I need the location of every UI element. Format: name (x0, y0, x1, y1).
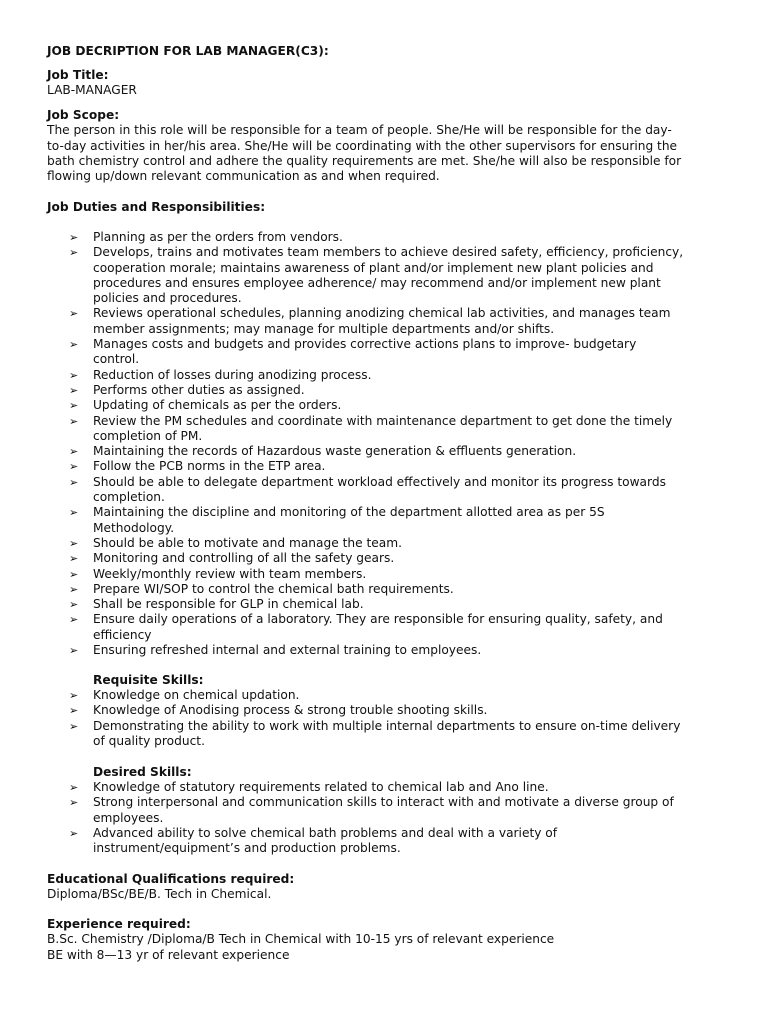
list-item-text: Ensure daily operations of a laboratory. They are responsible for ensuring quality, safety, and (93, 612, 663, 627)
list-item (47, 582, 723, 597)
arrow-bullet-icon: ➢ (69, 307, 79, 321)
arrow-bullet-icon: ➢ (69, 445, 79, 459)
list-item (47, 780, 723, 795)
arrow-bullet-icon: ➢ (69, 536, 79, 550)
list-item (47, 703, 723, 718)
list-item-text: Advanced ability to solve chemical bath problems and deal with a variety of (93, 825, 558, 840)
arrow-bullet-icon: ➢ (69, 383, 79, 397)
arrow-bullet-icon: ➢ (69, 644, 79, 658)
list-item (47, 459, 723, 474)
list-item (47, 826, 723, 857)
arrow-bullet-icon: ➢ (69, 231, 79, 244)
job-scope-line: flowing up/down relevant communication as and when required. (47, 169, 440, 184)
list-item (47, 230, 723, 245)
arrow-bullet-icon: ➢ (69, 719, 79, 733)
list-item-text: Follow the PCB norms in the ETP area. (93, 459, 326, 474)
arrow-bullet-icon: ➢ (69, 460, 79, 474)
list-item (47, 337, 723, 368)
list-item-text: Shall be responsible for GLP in chemical lab. (93, 597, 364, 612)
list-item-text: Should be able to motivate and manage the team. (93, 535, 402, 550)
list-item-text: Strong interpersonal and communication skills to interact with and motivate a diverse group of (93, 795, 674, 810)
arrow-bullet-icon: ➢ (69, 826, 79, 840)
list-item-text: policies and procedures. (93, 291, 242, 306)
arrow-bullet-icon: ➢ (69, 506, 79, 520)
list-item (47, 688, 723, 703)
list-item-text: Knowledge on chemical updation. (93, 688, 300, 702)
list-item-text: Review the PM schedules and coordinate with maintenance department to get done the timely (93, 413, 673, 428)
requisite-skills-list (47, 688, 723, 749)
list-item-text: Reduction of losses during anodizing process. (93, 367, 372, 382)
job-scope-line: to-day activities in her/his area. She/He will be coordinating with the other supervisors for ensuring the (47, 138, 678, 153)
job-scope-heading: Job Scope: (47, 108, 120, 122)
list-item-text: Maintaining the discipline and monitoring of the department allotted area as per 5S (93, 505, 605, 520)
list-item (47, 444, 723, 459)
job-scope-line: bath chemistry control and adhere the quality requirements are met. She/he will also be responsible for (47, 153, 682, 168)
list-item-text: Monitoring and controlling of all the safety gears. (93, 551, 395, 566)
list-item (47, 368, 723, 383)
list-item-text: procedures and ensures employee adherence/ may recommend and/or implement new plant (93, 275, 661, 290)
list-item-text: Prepare WI/SOP to control the chemical bath requirements. (93, 581, 454, 596)
list-item (47, 306, 723, 337)
arrow-bullet-icon: ➢ (69, 414, 79, 428)
list-item-text: Weekly/monthly review with team members. (93, 566, 367, 581)
job-title-section (47, 68, 723, 99)
list-item (47, 475, 723, 506)
list-item (47, 719, 723, 750)
duties-heading: Job Duties and Responsibilities: (47, 200, 266, 214)
list-item-text: Knowledge of Anodising process & strong trouble shooting skills. (93, 703, 488, 718)
experience-line: BE with 8—13 yr of relevant experience (47, 947, 290, 962)
list-item-text: Methodology. (93, 520, 175, 535)
duties-list (47, 230, 723, 658)
list-item (47, 536, 723, 551)
arrow-bullet-icon: ➢ (69, 552, 79, 566)
experience-section (47, 917, 723, 963)
list-item (47, 398, 723, 413)
arrow-bullet-icon: ➢ (69, 689, 79, 702)
list-item-text: Performs other duties as assigned. (93, 382, 305, 397)
list-item-text: Ensuring refreshed internal and external training to employees. (93, 643, 482, 658)
list-item-text: cooperation morale; maintains awareness of plant and/or implement new plant policies and (93, 260, 654, 275)
list-item-text: efficiency (93, 627, 152, 642)
experience-heading: Experience required: (47, 917, 191, 931)
list-item-text: Demonstrating the ability to work with multiple internal departments to ensure on-time delivery (93, 718, 681, 733)
list-item-text: Knowledge of statutory requirements related to chemical lab and Ano line. (93, 780, 549, 794)
list-item-text: instrument/equipment’s and production problems. (93, 841, 401, 856)
job-scope-section (47, 108, 723, 184)
list-item (47, 245, 723, 306)
job-title-heading: Job Title: (47, 68, 109, 82)
arrow-bullet-icon: ➢ (69, 338, 79, 352)
arrow-bullet-icon: ➢ (69, 399, 79, 413)
education-heading: Educational Qualifications required: (47, 872, 295, 886)
job-scope-line: The person in this role will be responsible for a team of people. She/He will be responsible for the day- (47, 123, 672, 138)
arrow-bullet-icon: ➢ (69, 246, 79, 260)
education-value: Diploma/BSc/BE/B. Tech in Chemical. (47, 887, 272, 902)
experience-text (47, 932, 723, 963)
list-item (47, 597, 723, 612)
list-item-text: Reviews operational schedules, planning anodizing chemical lab activities, and manages team (93, 306, 671, 321)
job-title-value: LAB-MANAGER (47, 83, 137, 98)
list-item-text: completion. (93, 490, 165, 505)
list-item (47, 643, 723, 658)
list-item-text: employees. (93, 810, 164, 825)
list-item (47, 505, 723, 536)
list-item (47, 612, 723, 643)
list-item (47, 567, 723, 582)
desired-skills-heading: Desired Skills: (93, 765, 192, 779)
arrow-bullet-icon: ➢ (69, 781, 79, 794)
document-title: JOB DECRIPTION FOR LAB MANAGER(C3): (47, 44, 329, 58)
list-item (47, 414, 723, 445)
arrow-bullet-icon: ➢ (69, 598, 79, 612)
requisite-skills-heading: Requisite Skills: (93, 673, 204, 687)
list-item-text: Maintaining the records of Hazardous waste generation & effluents generation. (93, 444, 577, 459)
list-item-text: Updating of chemicals as per the orders. (93, 398, 342, 413)
list-item (47, 383, 723, 398)
list-item (47, 795, 723, 826)
job-scope-text (47, 123, 723, 184)
experience-line: B.Sc. Chemistry /Diploma/B Tech in Chemical with 10-15 yrs of relevant experience (47, 932, 555, 947)
list-item-text: Manages costs and budgets and provides corrective actions plans to improve- budgetary (93, 337, 637, 352)
arrow-bullet-icon: ➢ (69, 613, 79, 627)
arrow-bullet-icon: ➢ (69, 582, 79, 596)
arrow-bullet-icon: ➢ (69, 704, 79, 718)
list-item (47, 551, 723, 566)
list-item-text: control. (93, 352, 140, 367)
list-item-text: Develops, trains and motivates team members to achieve desired safety, efficiency, proficiency, (93, 245, 684, 260)
arrow-bullet-icon: ➢ (69, 368, 79, 382)
arrow-bullet-icon: ➢ (69, 567, 79, 581)
arrow-bullet-icon: ➢ (69, 796, 79, 810)
list-item-text: Planning as per the orders from vendors. (93, 230, 343, 244)
arrow-bullet-icon: ➢ (69, 475, 79, 489)
education-section (47, 872, 723, 903)
list-item-text: completion of PM. (93, 428, 203, 443)
list-item-text: member assignments; may manage for multiple departments and/or shifts. (93, 321, 555, 336)
list-item-text: Should be able to delegate department workload effectively and monitor its progress towards (93, 474, 666, 489)
list-item-text: of quality product. (93, 733, 205, 748)
desired-skills-list (47, 780, 723, 856)
